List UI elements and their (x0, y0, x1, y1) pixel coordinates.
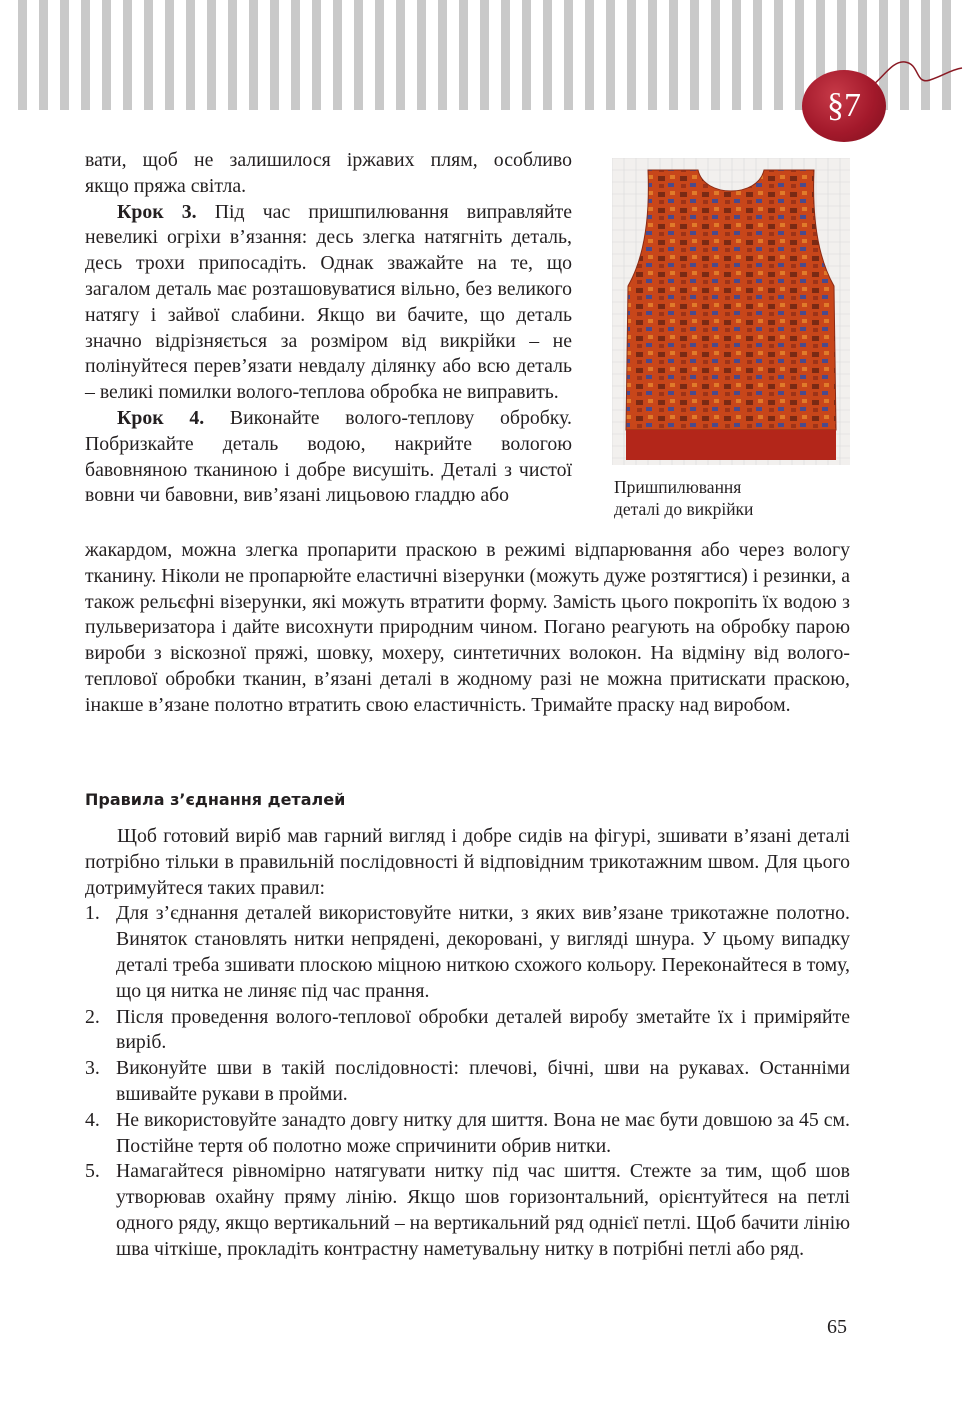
rule-item (85, 1056, 850, 1108)
knitted-vest-image (612, 158, 850, 465)
rule-text: Для з’єднання деталей використовуйте нитки, з яких вив’язане трикотажне полотно. Виняток становлять нитки непрядені, декоровані, у вигляді шнура. У цьому випадку деталі треба зшивати плоскою міцною ниткою схожого кольору. Переконайтеся в тому, що ця нитка не линяє під час прання. (116, 902, 850, 1002)
paragraph-continuation-line-1: вати, щоб не залишилося іржавих плям, особливо (85, 149, 572, 171)
rule-item (85, 1159, 850, 1262)
step-4-label: Крок 4. (117, 406, 205, 429)
text-narrow-column (85, 148, 572, 509)
rule-number: 3. (85, 1057, 100, 1080)
rule-item (85, 1108, 850, 1160)
figure-caption (614, 476, 854, 520)
knitted-vest-figure (612, 158, 850, 465)
rule-number: 1. (85, 902, 100, 925)
step-3-text: Під час пришпилювання виправляйте невеликі огріхи в’язання: десь злегка натягніть деталь, десь трохи припосадіть. Однак зважайте на те, що загалом деталь має розташовуватися вільно, без великого натягу і зайвої слабини. Якщо ви бачите, що деталь значно відрізняється за розміром від викрійки – не полінуйтеся перев’язати невдалу ділянку або всю деталь – великі помилки волого-теплова обробка не виправить. (85, 200, 572, 404)
section-intro: Щоб готовий виріб мав гарний вигляд і добре сидів на фігурі, зшивати в’язані деталі потрібно тільки в правильній послідовності й відповідним трикотажним швом. Для цього дотримуйтеся таких правил: (85, 825, 850, 899)
step-3-label: Крок 3. (117, 200, 197, 223)
rule-number: 4. (85, 1108, 100, 1131)
text-wide-column (85, 538, 850, 719)
caption-line-2: деталі до викрійки (614, 499, 754, 519)
rule-item (85, 901, 850, 1004)
paragraph-step-4-start (85, 406, 572, 509)
rule-text: Намагайтеся рівномірно натягувати нитку під час шиття. Стежте за тим, щоб шов утворював охайну пряму лінію. Якщо шов горизонтальний, орієнтуйтеся на петлі одного ряду, якщо вертикальний – на вертикальний ряд однієї петлі. Щоб бачити лінію шва чіткіше, прокладіть контрастну наметувальну нитку в потрібні петлі або ряд. (116, 1160, 850, 1260)
paragraph-step-4-continued: жакардом, можна злегка пропарити праскою в режимі відпарювання або через вологу тканину. Ніколи не пропарюйте еластичні візерунки (можуть дуже розтягтися) і резинки, а також рельєфні візерунки, які можуть втратити форму. Замість цього покропіть їх водою з пульверизатора і дайте висохнути природним чином. Погано реагують на обробку парою вироби з віскозної пряжі, шовку, мохеру, синтетичних волокон. На відміну від волого-теплової обробки тканин, в’язані деталі в жодному разі не можна притискати праскою, інакше в’язане полотно втратить свою еластичність. Тримайте праску над виробом. (85, 539, 851, 716)
section-body (85, 824, 850, 1263)
rule-text: Не використовуйте занадто довгу нитку для шиття. Вона не має бути довшою за 45 см. Постійне тертя об полотно може спричинити обрив нитки. (116, 1108, 850, 1157)
rule-number: 2. (85, 1005, 100, 1028)
paragraph-step-3 (85, 200, 572, 406)
rule-text: Після проведення волого-теплової обробки деталей виробу зметайте їх і приміряйте виріб. (116, 1005, 850, 1054)
rules-list (85, 901, 850, 1262)
rule-number: 5. (85, 1160, 100, 1183)
rule-text: Виконуйте шви в такій послідовності: плечові, бічні, шви на рукавах. Останніми вшивайте рукави в пройми. (116, 1057, 850, 1105)
step-4-text-start: Виконайте волого-теплову обробку. Побризкайте деталь водою, накрийте вологою бавовняною тканиною і добре висушіть. Деталі з чистої вовни чи бавовни, вив’язані лицьовою гладдю або (85, 406, 572, 507)
section-heading: Правила з’єднання деталей (85, 790, 346, 809)
caption-line-1: Пришпилювання (614, 477, 742, 497)
paragraph-continuation-line-2: якщо пряжа світла. (85, 174, 247, 197)
section-badge: §7 (802, 70, 886, 142)
page-number: 65 (827, 1316, 847, 1338)
rule-item (85, 1005, 850, 1057)
